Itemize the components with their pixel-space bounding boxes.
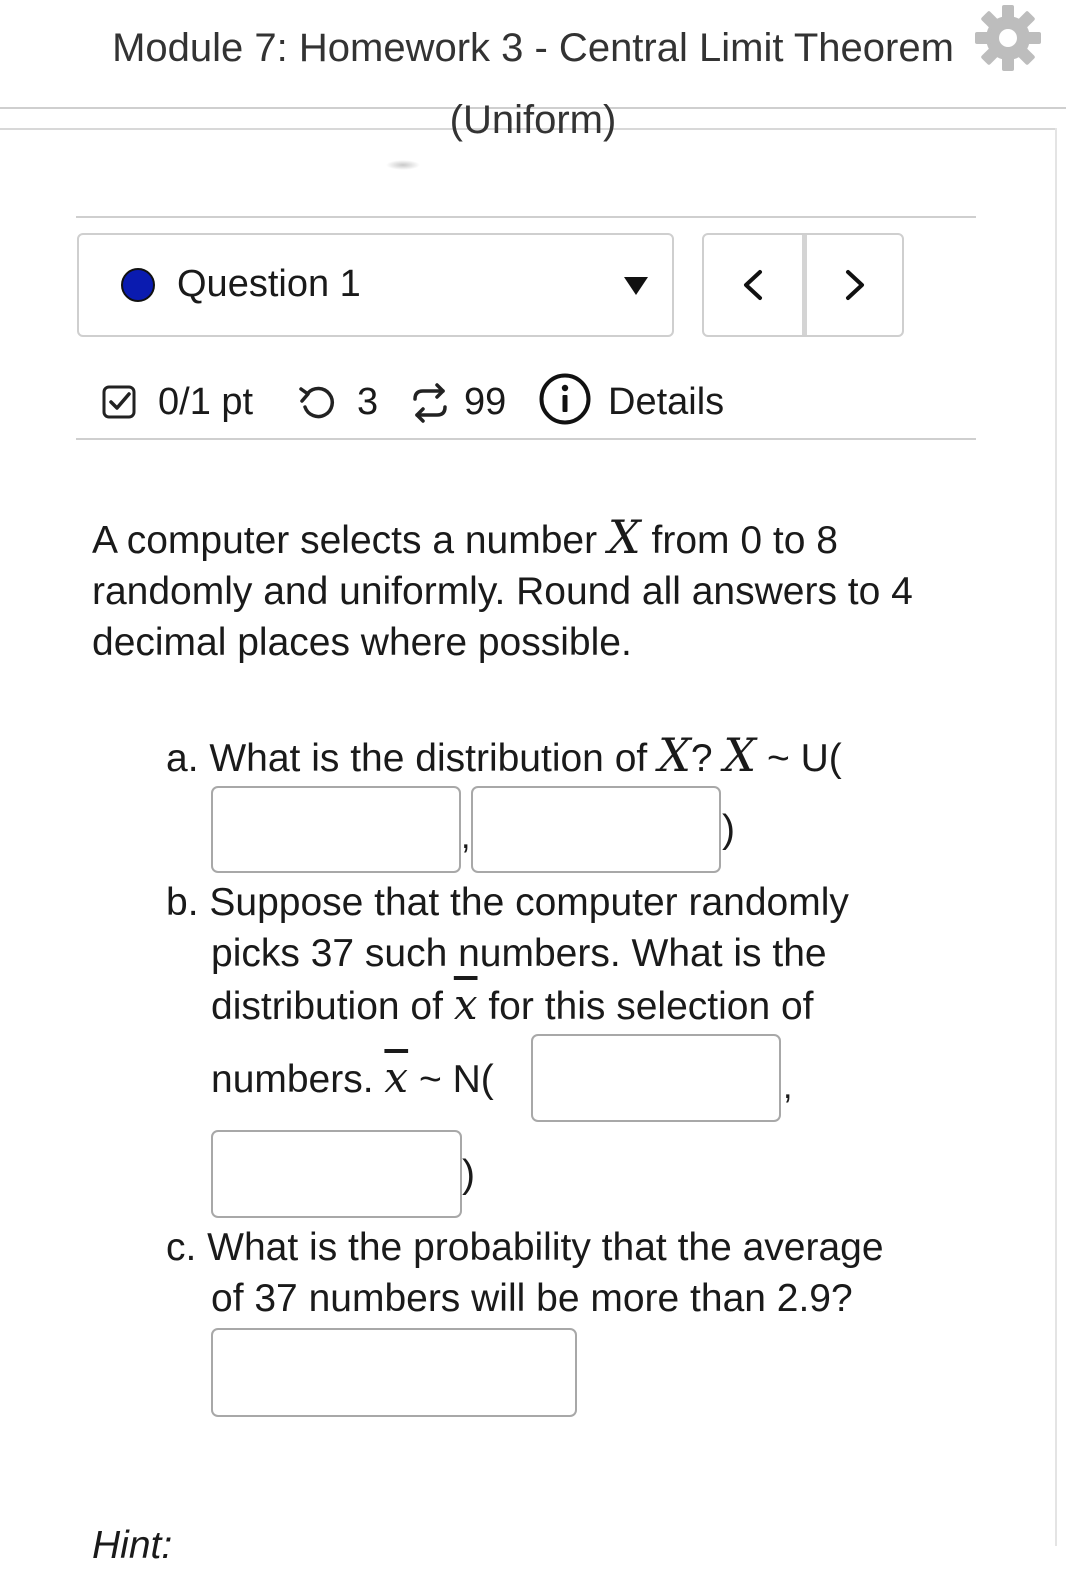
part-a-close-paren: ) bbox=[722, 808, 735, 851]
hint-label[interactable]: Hint: bbox=[92, 1524, 173, 1567]
part-b-prompt-line3 bbox=[211, 979, 814, 1032]
retry-icon bbox=[298, 383, 338, 421]
math-variable-xbar: $\overline{x}$ bbox=[384, 1053, 409, 1102]
chevron-right-icon bbox=[842, 268, 868, 302]
content-edge bbox=[1055, 128, 1057, 1546]
part-b-prompt-line4 bbox=[211, 1052, 494, 1105]
part-b-prompt-line2: picks 37 such numbers. What is the bbox=[211, 932, 827, 975]
info-icon[interactable] bbox=[538, 372, 592, 426]
next-question-button[interactable] bbox=[806, 235, 904, 335]
page-title: Module 7: Homework 3 - Central Limit Theorem bbox=[112, 26, 954, 70]
part-b-comma: , bbox=[783, 1068, 793, 1106]
loading-shadow bbox=[386, 160, 420, 170]
math-variable-xbar: $\overline{x}$ bbox=[453, 980, 478, 1029]
part-c-prompt-line1: c. What is the probability that the average bbox=[166, 1226, 884, 1269]
question-select[interactable] bbox=[77, 233, 674, 337]
math-variable-x: X bbox=[607, 510, 641, 564]
math-variable-x: X bbox=[723, 728, 757, 782]
part-b-sd-input[interactable] bbox=[211, 1130, 462, 1218]
settings-gear-icon[interactable] bbox=[973, 3, 1043, 73]
submissions-count: 99 bbox=[464, 381, 507, 423]
part-a-comma: , bbox=[461, 818, 471, 856]
question-bar-divider-bottom bbox=[76, 438, 976, 440]
retries-count: 3 bbox=[357, 381, 379, 423]
part-b-mean-input[interactable] bbox=[531, 1034, 781, 1122]
question-intro bbox=[92, 512, 992, 668]
caret-down-icon bbox=[624, 277, 648, 295]
part-b-prompt-line1: b. Suppose that the computer randomly bbox=[166, 881, 849, 924]
part-a-question-mark: ? bbox=[690, 737, 713, 780]
previous-question-button[interactable] bbox=[704, 235, 802, 335]
score-text: 0/1 pt bbox=[158, 381, 254, 423]
part-c-probability-input[interactable] bbox=[211, 1328, 577, 1417]
question-select-label: Question 1 bbox=[177, 263, 361, 305]
question-bar-divider-top bbox=[76, 216, 976, 218]
question-status-dot bbox=[121, 268, 155, 302]
details-link[interactable]: Details bbox=[608, 381, 725, 423]
part-b-text-pre: distribution of bbox=[211, 985, 443, 1028]
part-a-min-input[interactable] bbox=[211, 786, 461, 873]
checkbox-score-icon bbox=[102, 385, 136, 419]
part-a-max-input[interactable] bbox=[471, 786, 721, 873]
part-b-distribution: ~ N( bbox=[418, 1058, 494, 1101]
part-a-distribution: ~ U( bbox=[766, 737, 842, 780]
part-b-numbers-text: numbers. bbox=[211, 1058, 374, 1101]
submissions-icon bbox=[409, 382, 451, 424]
part-c-prompt-line2: of 37 numbers will be more than 2.9? bbox=[211, 1277, 853, 1320]
intro-text-pre: A computer selects a number bbox=[92, 519, 598, 562]
page-title-subtitle: (Uniform) bbox=[449, 98, 617, 142]
question-nav-group bbox=[702, 233, 904, 337]
part-a-prompt bbox=[166, 730, 842, 784]
part-b-text-post: for this selection of bbox=[488, 985, 814, 1028]
chevron-left-icon bbox=[740, 268, 766, 302]
part-b-close-paren: ) bbox=[462, 1153, 475, 1196]
intro-text-post: from 0 to 8 randomly and uniformly. Round all answers to 4 decimal places where possible. bbox=[92, 519, 913, 664]
math-variable-x: X bbox=[658, 728, 691, 782]
part-a-text: a. What is the distribution of bbox=[166, 737, 648, 780]
